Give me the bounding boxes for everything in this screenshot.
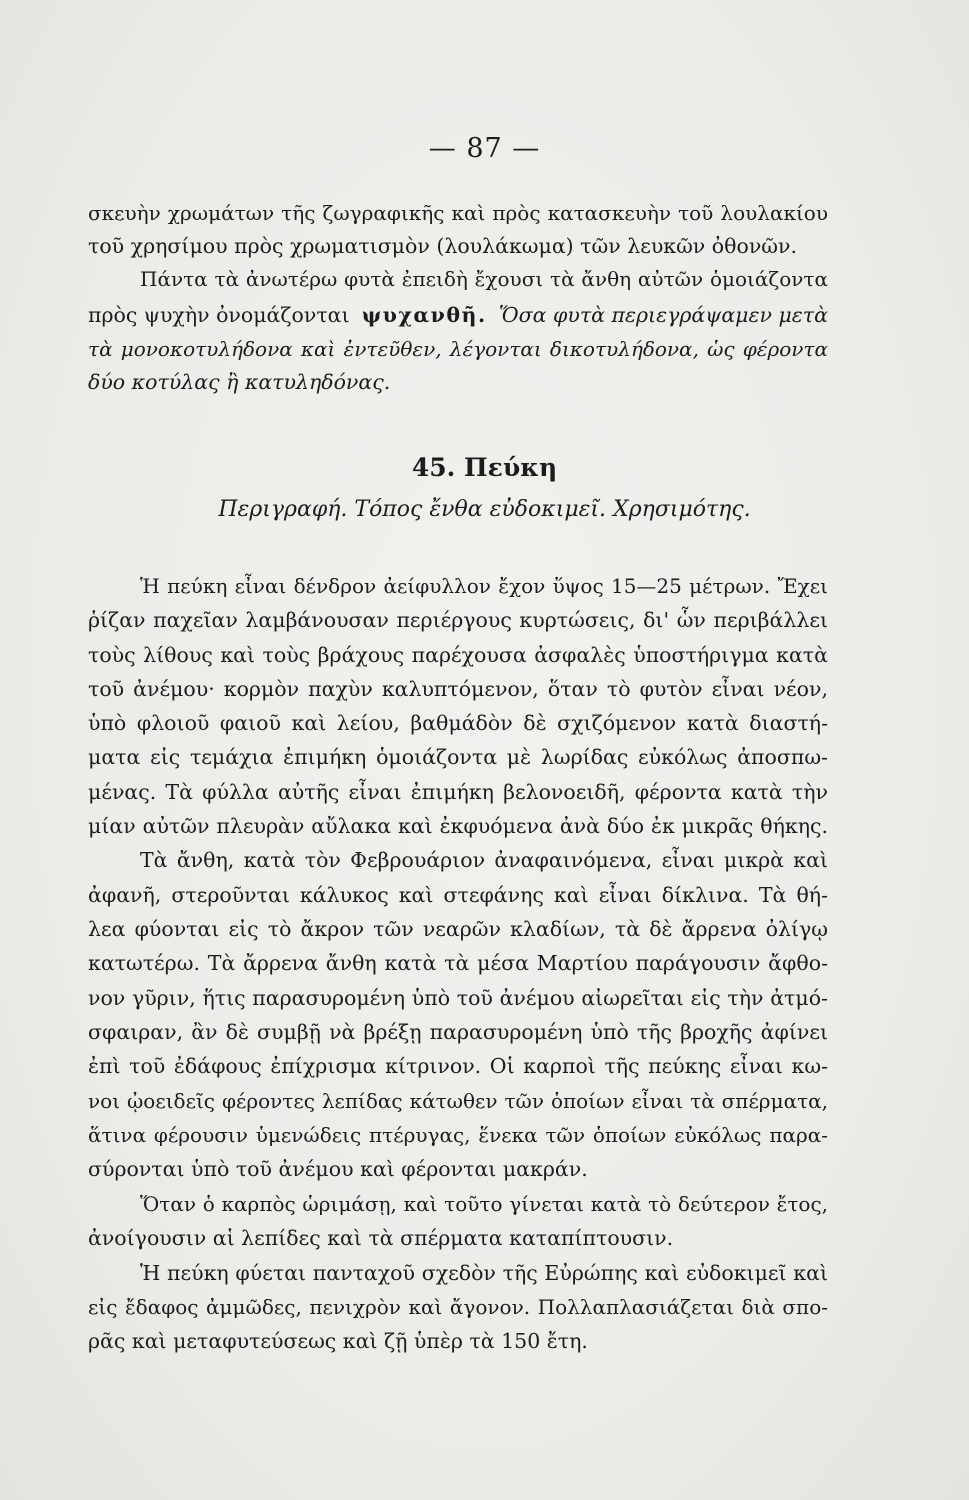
text-line: κατωτέρω. Τὰ ἄρρενα ἄνθη κατὰ τὰ μέσα Μαρτίου παράγουσιν ἄφθο- — [88, 951, 828, 975]
text-line: νοι ᾠοειδεῖς φέροντες λεπίδας κάτωθεν τῶν ὁποίων εἶναι τὰ σπέρματα, — [88, 1089, 828, 1113]
text-line: δύο κοτύλας ἢ κατυληδόνας. — [88, 370, 391, 394]
section-heading: 45. Πεύκη — [411, 453, 558, 482]
text-line: ἐπὶ τοῦ ἐδάφους ἐπίχρισμα κίτρινον. Οἱ καρποὶ τῆς πεύκης εἶναι κω- — [88, 1054, 828, 1078]
term-psychanthe: ψυχανθῆ. — [361, 303, 487, 327]
text-line: εἰς ἔδαφος ἀμμῶδες, πενιχρὸν καὶ ἄγονον. Πολλαπλασιάζεται διὰ σπο- — [88, 1295, 828, 1319]
text-line: σφαιραν, ἂν δὲ συμβῇ νὰ βρέξῃ παρασυρομένη ὑπὸ τῆς βροχῆς ἀφίνει — [88, 1020, 828, 1044]
text-run: πρὸς ψυχὴν ὀνομάζονται — [88, 303, 350, 327]
text-line: νον γῦριν, ἥτις παρασυρομένη ὑπὸ τοῦ ἀνέμου αἰωρεῖται εἰς τὴν ἀτμό- — [88, 986, 828, 1010]
text-line: Πάντα τὰ ἀνωτέρω φυτὰ ἐπειδὴ ἔχουσι τὰ ἄνθη αὐτῶν ὁμοιάζοντα — [140, 267, 828, 291]
text-line: ἀνοίγουσιν αἱ λεπίδες καὶ τὰ σπέρματα καταπίπτουσιν. — [88, 1226, 674, 1250]
text-line: Ἡ πεύκη εἶναι δένδρον ἀείφυλλον ἔχον ὕψος 15—25 μέτρων. Ἔχει — [140, 574, 828, 598]
text-line: μίαν αὐτῶν πλευρὰν αὔλακα καὶ ἐκφυόμενα ἀνὰ δύο ἐκ μικρᾶς θήκης. — [88, 814, 828, 838]
text-line: Ὅταν ὁ καρπὸς ὡριμάσῃ, καὶ τοῦτο γίνεται κατὰ τὸ δεύτερον ἔτος, — [140, 1192, 828, 1216]
text-line: ἅτινα φέρουσιν ὑμενώδεις πτέρυγας, ἕνεκα τῶν ὁποίων εὐκόλως παρα- — [88, 1123, 828, 1147]
text-line: ρᾶς καὶ μεταφυτεύσεως καὶ ζῇ ὑπὲρ τὰ 150 ἔτη. — [88, 1329, 588, 1353]
text-line: ῥίζαν παχεῖαν λαμβάνουσαν περιέργους κυρτώσεις, δι' ὧν περιβάλλει — [88, 608, 828, 632]
text-line: λεα φύονται εἰς τὸ ἄκρον τῶν νεαρῶν κλαδίων, τὰ δὲ ἄρρενα ὀλίγῳ — [88, 917, 828, 941]
text-line: τοὺς λίθους καὶ τοὺς βράχους παρέχουσα ἀσφαλὲς ὑποστήριγμα κατὰ — [88, 643, 828, 667]
text-line: ὑπὸ φλοιοῦ φαιοῦ καὶ λείου, βαθμάδὸν δὲ σχιζόμενον κατὰ διαστή- — [88, 711, 828, 735]
text-line: τοῦ ἀνέμου· κορμὸν παχὺν καλυπτόμενον, ὅταν τὸ φυτὸν εἶναι νέον, — [88, 677, 828, 701]
text-line: ματα εἰς τεμάχια ἐπιμήκη ὁμοιάζοντα μὲ λωρίδας εὐκόλως ἀποσπω- — [88, 745, 828, 769]
text-line: τὰ μονοκοτυλήδονα καὶ ἐντεῦθεν, λέγονται δικοτυλήδονα, ὡς φέροντα — [88, 337, 828, 361]
text-line-mixed — [88, 300, 828, 330]
page-number: — 87 — — [428, 133, 541, 164]
text-line: μένας. Τὰ φύλλα αὐτῆς εἶναι ἐπιμήκη βελονοειδῆ, φέροντα κατὰ τὴν — [88, 780, 828, 804]
text-line: Ἡ πεύκη φύεται πανταχοῦ σχεδὸν τῆς Εὐρώπης καὶ εὐδοκιμεῖ καὶ — [140, 1261, 828, 1285]
text-line: τοῦ χρησίμου πρὸς χρωματισμὸν (λουλάκωμα) τῶν λευκῶν ὀθονῶν. — [88, 234, 797, 258]
text-line: Τὰ ἄνθη, κατὰ τὸν Φεβρουάριον ἀναφαινόμενα, εἶναι μικρὰ καὶ — [140, 848, 828, 872]
text-line: σκευὴν χρωμάτων τῆς ζωγραφικῆς καὶ πρὸς κατασκευὴν τοῦ λουλακίου — [88, 201, 828, 225]
section-subheading: Περιγραφή. Τόπος ἔνθα εὐδοκιμεῖ. Χρησιμότης. — [218, 497, 751, 522]
text-run-italic: Ὅσα φυτὰ περιεγράψαμεν μετὰ — [498, 303, 828, 327]
text-line: σύρονται ὑπὸ τοῦ ἀνέμου καὶ φέρονται μακράν. — [88, 1157, 588, 1181]
text-line: ἀφανῆ, στεροῦνται κάλυκος καὶ στεφάνης καὶ εἶναι δίκλινα. Τὰ θή- — [88, 883, 828, 907]
